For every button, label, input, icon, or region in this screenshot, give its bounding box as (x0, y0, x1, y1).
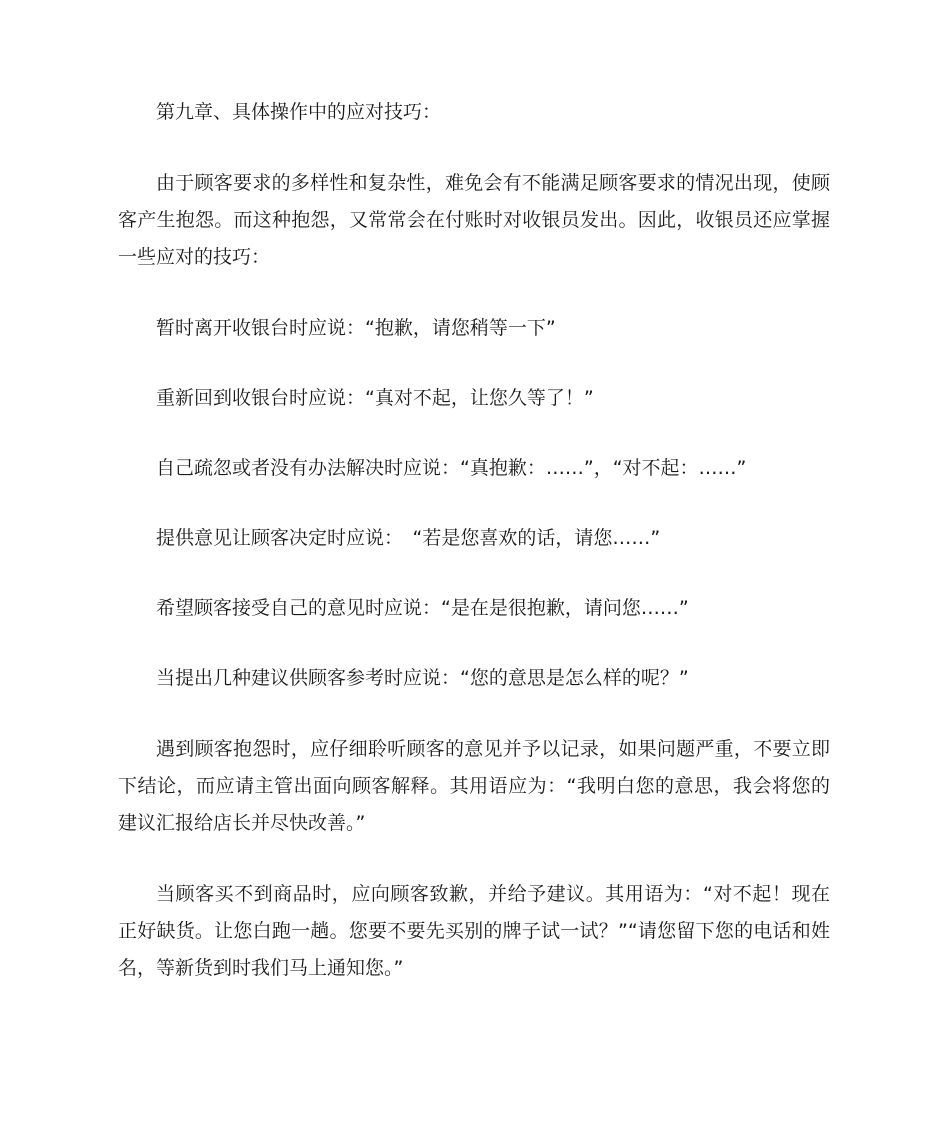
chapter-heading: 第九章、具体操作中的应对技巧： (156, 101, 442, 123)
phrase-oversight: 自己疏忽或者没有办法解决时应说：“真抱歉：……”，“对不起：……” (156, 457, 747, 479)
document-body (118, 94, 830, 987)
complaint-paragraph: 遇到顾客抱怨时，应仔细聆听顾客的意见并予以记录，如果问题严重，不要立即下结论，而应请主管出面向顾客解释。其用语应为：“我明白您的意思，我会将您的建议汇报给店长并尽快改善。” (118, 738, 830, 834)
phrase-suggestions: 当提出几种建议供顾客参考时应说：“您的意思是怎么样的呢？” (156, 667, 689, 689)
phrase-accept-opinion: 希望顾客接受自己的意见时应说：“是在是很抱歉，请问您……” (156, 597, 689, 619)
phrase-leave-counter: 暂时离开收银台时应说：“抱歉，请您稍等一下” (156, 317, 556, 339)
phrase-return-counter: 重新回到收银台时应说：“真对不起，让您久等了！” (156, 387, 594, 409)
phrase-offer-opinion: 提供意见让顾客决定时应说： “若是您喜欢的话，请您……” (156, 527, 661, 549)
intro-paragraph: 由于顾客要求的多样性和复杂性，难免会有不能满足顾客要求的情况出现，使顾客产生抱怨。而这种抱怨，又常常会在付账时对收银员发出。因此，收银员还应掌握一些应对的技巧： (118, 172, 830, 268)
out-of-stock-paragraph: 当顾客买不到商品时，应向顾客致歉，并给予建议。其用语为：“对不起！现在正好缺货。让您白跑一趟。您要不要先买别的牌子试一试？”“请您留下您的电话和姓名，等新货到时我们马上通知您。” (118, 883, 830, 979)
